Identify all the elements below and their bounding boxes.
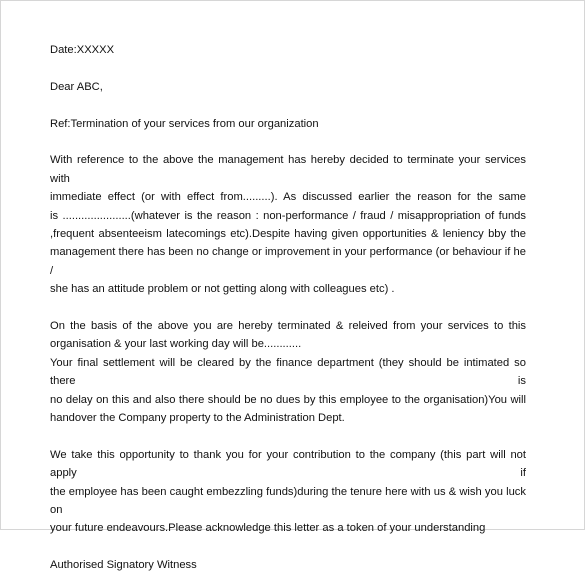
paragraph-line: With reference to the above the management has hereby decided to terminate your services with — [50, 154, 526, 185]
paragraph-closing — [50, 446, 526, 538]
letter-body — [50, 41, 526, 575]
paragraph-line: ,frequent absenteeism latecomings etc).Despite having given opportunities & leniency bby the — [50, 228, 526, 241]
paragraph-line: Your final settlement will be cleared by the finance department (they should be intimated so there is — [50, 356, 526, 388]
paragraph-line: your future endeavours.Please acknowledge this letter as a token of your understanding — [50, 522, 486, 535]
spacer — [50, 538, 526, 556]
spacer — [50, 427, 526, 445]
paragraph-line: is ......................(whatever is the reason : non-performance / fraud / misappropriation of funds — [50, 209, 526, 222]
letter-salutation: Dear ABC, — [50, 80, 103, 93]
spacer — [50, 59, 526, 77]
spacer — [50, 299, 526, 317]
paragraph-line: the employee has been caught embezzling funds)during the tenure here with us & wish you luck on — [50, 485, 526, 517]
paragraph-termination-terms — [50, 317, 526, 427]
letter-reference: Ref:Termination of your services from our organization — [50, 117, 319, 130]
spacer — [50, 133, 526, 151]
paragraph-line: she has an attitude problem or not getting along with colleagues etc) . — [50, 283, 395, 296]
paragraph-line: no delay on this and also there should be no dues by this employee to the organisation)You will — [50, 393, 526, 406]
letter-date: Date:XXXXX — [50, 44, 115, 56]
paragraph-line: immediate effect (or with effect from.........). As discussed earlier the reason for the same — [50, 191, 526, 204]
paragraph-line: management there has been no change or improvement in your performance (or behaviour if he / — [50, 246, 526, 277]
paragraph-line: We take this opportunity to thank you for your contribution to the company (this part will not apply if — [50, 448, 526, 480]
paragraph-line: On the basis of the above you are hereby terminated & releived from your services to this — [50, 320, 526, 333]
spacer — [50, 96, 526, 114]
paragraph-termination-reason — [50, 151, 526, 298]
letter-signature: Authorised Signatory Witness — [50, 559, 197, 572]
paragraph-line: organisation & your last working day will be............ — [50, 338, 302, 351]
paragraph-line: handover the Company property to the Administration Dept. — [50, 412, 345, 425]
